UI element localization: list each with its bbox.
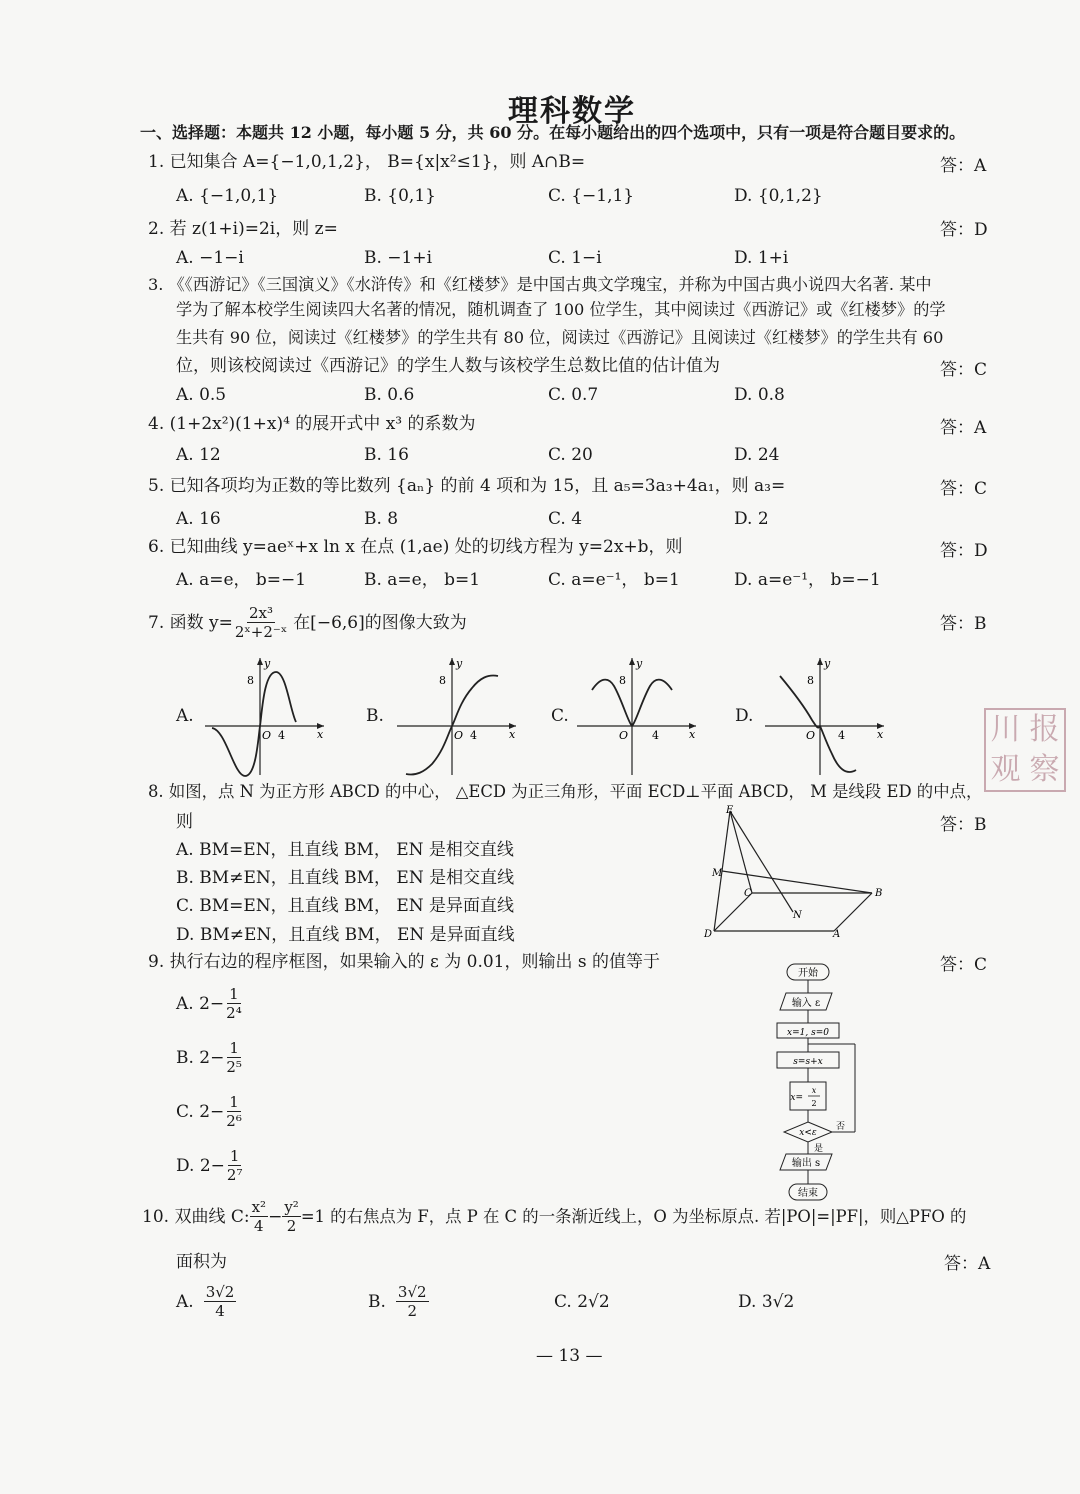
- option-b: B. {0,1}: [364, 186, 436, 206]
- x-axis-label: x: [509, 728, 516, 741]
- fraction: [224, 1039, 244, 1076]
- option-c-label: C.: [551, 706, 569, 726]
- fraction: [225, 1147, 245, 1184]
- question-stem: 8. 如图，点 N 为正方形 ABCD 的中心， △ECD 为正三角形，平面 ECD⊥平面 ABCD， M 是线段 ED 的中点，: [148, 782, 983, 801]
- answer-label: 答：A: [940, 418, 987, 438]
- stamp-char: 观: [990, 752, 1021, 787]
- fraction-denominator: 2: [286, 1217, 297, 1235]
- answer-label: 答：A: [940, 156, 987, 176]
- flowchart: [760, 960, 870, 1205]
- answer-label: 答：D: [940, 541, 988, 561]
- question-stem-line: 3. 《《西游记》《三国演义》《水浒传》和《红楼梦》是中国古典文学瑰宝，并称为中国古典小说四大名著. 某中: [148, 275, 932, 294]
- option-c: C. 2√2: [554, 1292, 610, 1312]
- option-d: D. BM≠EN，且直线 BM， EN 是异面直线: [176, 925, 515, 945]
- tick-label-4: 4: [652, 729, 659, 742]
- fraction: [204, 1283, 237, 1320]
- option-prefix: B.: [368, 1291, 386, 1312]
- option-prefix: A.: [176, 1291, 194, 1312]
- watermark-stamp: [984, 708, 1066, 792]
- x-axis-label: x: [317, 728, 324, 741]
- tick-label-4: 4: [470, 729, 477, 742]
- answer-label: 答：D: [940, 220, 988, 240]
- option-b-label: B.: [366, 706, 384, 726]
- option-d: D. 24: [734, 445, 780, 465]
- label-n: N: [793, 910, 802, 921]
- question-stem: 9. 执行右边的程序框图，如果输入的 ε 为 0.01，则输出 s 的值等于: [148, 952, 661, 972]
- option-a: A. 0.5: [176, 385, 227, 405]
- flow-half-num: x: [811, 1086, 817, 1095]
- option-b: B. a=e， b=1: [364, 570, 481, 590]
- graph-option-d: [760, 650, 890, 780]
- answer-label: 答：C: [940, 955, 988, 975]
- fraction-numerator: 1: [229, 985, 239, 1003]
- fraction: [233, 604, 289, 641]
- tick-label-8: 8: [247, 674, 254, 687]
- flow-condition: x<ε: [799, 1128, 817, 1138]
- answer-label: 答：C: [940, 479, 988, 499]
- question-stem: 1. 已知集合 A={−1,0,1,2}， B={x|x²≤1}，则 A∩B=: [148, 152, 586, 172]
- page-number: — 13 —: [536, 1346, 603, 1366]
- question-stem: 2. 若 z(1+i)=2i，则 z=: [148, 219, 338, 239]
- answer-label: 答：C: [940, 360, 988, 380]
- question-stem-cont: 则: [176, 812, 193, 832]
- flow-init: x=1, s=0: [787, 1028, 829, 1038]
- option-d: D. a=e⁻¹， b=−1: [734, 570, 881, 590]
- x-axis-label: x: [877, 728, 884, 741]
- x-axis-label: x: [689, 728, 696, 741]
- tick-label-8: 8: [619, 674, 626, 687]
- section-heading: 一、选择题：本题共 12 小题，每小题 5 分，共 60 分。在每小题给出的四个选项中，只有一项是符合题目要求的。: [140, 123, 966, 142]
- question-stem: [148, 604, 467, 641]
- question-stem-line: 生共有 90 位，阅读过《红楼梦》的学生共有 80 位，阅读过《西游记》且阅读过《红楼梦》的学生共有 60: [176, 328, 944, 347]
- label-d: D: [704, 929, 713, 940]
- option-b: B. BM≠EN，且直线 BM， EN 是相交直线: [176, 868, 515, 888]
- stem-prefix: 7. 函数 y=: [148, 612, 233, 633]
- fraction-denominator: 2⁷: [226, 1166, 243, 1184]
- answer-label: 答：B: [940, 815, 987, 835]
- option-b: [176, 1039, 244, 1076]
- tick-label-4: 4: [278, 729, 285, 742]
- option-prefix: B. 2−: [176, 1047, 225, 1068]
- flow-update: s=s+x: [793, 1057, 823, 1067]
- stem-prefix: 10. 双曲线 C:: [142, 1206, 250, 1227]
- option-a: A. BM=EN，且直线 BM， EN 是相交直线: [176, 840, 514, 860]
- question-stem: 4. (1+2x²)(1+x)⁴ 的展开式中 x³ 的系数为: [148, 414, 476, 434]
- label-c: C: [744, 888, 752, 899]
- option-c: C. 4: [548, 509, 583, 529]
- fraction-denominator: 2⁵: [226, 1058, 242, 1076]
- option-c: [176, 1093, 244, 1130]
- fraction-numerator: 1: [229, 1147, 240, 1165]
- option-d: [176, 1147, 244, 1184]
- fraction: [250, 1198, 268, 1235]
- origin-label: O: [619, 729, 629, 742]
- question-stem-cont: 面积为: [176, 1252, 227, 1272]
- graph-option-b: [392, 650, 522, 780]
- answer-label: 答：A: [944, 1254, 991, 1274]
- tick-label-8: 8: [439, 674, 446, 687]
- option-c: C. 20: [548, 445, 593, 465]
- label-b: B: [875, 888, 883, 899]
- origin-label: O: [262, 729, 272, 742]
- fraction-numerator: 1: [229, 1039, 239, 1057]
- fraction: [224, 985, 244, 1022]
- label-e: E: [726, 805, 734, 816]
- option-a: A. 12: [176, 445, 221, 465]
- graph-option-c: [572, 650, 702, 780]
- geometry-figure: [700, 805, 900, 940]
- option-prefix: D. 2−: [176, 1155, 225, 1176]
- option-a: A. {−1,0,1}: [176, 186, 279, 206]
- option-d: D. 2: [734, 509, 769, 529]
- stamp-char: 察: [1029, 752, 1060, 787]
- fraction-numerator: y²: [284, 1198, 299, 1216]
- y-axis-label: y: [636, 657, 643, 670]
- flow-end: 结束: [798, 1188, 818, 1199]
- fraction: [396, 1283, 429, 1320]
- flow-no: 否: [836, 1122, 846, 1132]
- option-a: A. 16: [176, 509, 221, 529]
- page-title: 理科数学: [508, 94, 636, 129]
- origin-label: O: [454, 729, 464, 742]
- y-axis-label: y: [264, 657, 271, 670]
- graph-option-a: [200, 650, 330, 780]
- option-b: [368, 1283, 429, 1320]
- tick-label-4: 4: [838, 729, 845, 742]
- fraction-numerator: 2x³: [249, 604, 274, 622]
- stamp-char: 川: [990, 712, 1021, 747]
- fraction: [224, 1093, 244, 1130]
- option-b: B. 16: [364, 445, 409, 465]
- fraction-denominator: 2ˣ+2⁻ˣ: [234, 623, 288, 641]
- fraction-denominator: 2⁶: [226, 1112, 242, 1130]
- option-b: B. 8: [364, 509, 399, 529]
- option-c: C. {−1,1}: [548, 186, 635, 206]
- fraction-numerator: 1: [229, 1093, 239, 1111]
- option-prefix: A. 2−: [176, 993, 225, 1014]
- option-a: A. a=e， b=−1: [176, 570, 307, 590]
- fraction-denominator: 2: [407, 1302, 417, 1320]
- fraction-denominator: 4: [254, 1217, 264, 1235]
- option-c: C. a=e⁻¹， b=1: [548, 570, 680, 590]
- question-stem-line: 学为了解本校学生阅读四大名著的情况，随机调查了 100 位学生，其中阅读过《西游记》或《红楼梦》的学: [176, 300, 946, 319]
- fraction-numerator: 3√2: [397, 1283, 427, 1301]
- option-d: D. 0.8: [734, 385, 785, 405]
- option-a: [176, 1283, 236, 1320]
- origin-label: O: [806, 729, 816, 742]
- fraction: [282, 1198, 301, 1235]
- option-c: C. 1−i: [548, 248, 602, 268]
- stamp-char: 报: [1029, 712, 1060, 747]
- flow-output: 输出 s: [791, 1158, 821, 1169]
- fraction-denominator: 4: [215, 1302, 225, 1320]
- fraction-numerator: 3√2: [205, 1283, 235, 1301]
- flow-yes: 是: [814, 1144, 824, 1154]
- option-a: A. −1−i: [176, 248, 244, 268]
- option-c: C. 0.7: [548, 385, 599, 405]
- option-d-label: D.: [735, 706, 754, 726]
- minus-sign: −: [268, 1206, 283, 1227]
- flow-input: 输入 ε: [791, 998, 821, 1009]
- label-a: A: [833, 929, 841, 940]
- label-m: M: [712, 868, 723, 879]
- stem-suffix: 在[−6,6]的图像大致为: [293, 612, 467, 633]
- option-d: D. 3√2: [738, 1292, 795, 1312]
- option-d: D. 1+i: [734, 248, 789, 268]
- flow-start: 开始: [798, 968, 818, 979]
- option-c: C. BM=EN，且直线 BM， EN 是异面直线: [176, 896, 515, 916]
- question-stem: 5. 已知各项均为正数的等比数列 {aₙ} 的前 4 项和为 15，且 a₅=3a₃+4a₁，则 a₃=: [148, 476, 786, 496]
- y-axis-label: y: [824, 657, 831, 670]
- y-axis-label: y: [456, 657, 463, 670]
- fraction-denominator: 2⁴: [226, 1004, 242, 1022]
- option-a: [176, 985, 244, 1022]
- option-b: B. −1+i: [364, 248, 433, 268]
- option-d: D. {0,1,2}: [734, 186, 823, 206]
- option-b: B. 0.6: [364, 385, 415, 405]
- question-stem-line: 位，则该校阅读过《西游记》的学生人数与该校学生总数比值的估计值为: [176, 356, 720, 376]
- stem-suffix: =1 的右焦点为 F，点 P 在 C 的一条渐近线上，O 为坐标原点. 若|PO|=|PF|，则△PFO 的: [300, 1206, 967, 1226]
- tick-label-8: 8: [807, 674, 814, 687]
- option-prefix: C. 2−: [176, 1101, 225, 1122]
- flow-half-den: 2: [811, 1099, 817, 1108]
- fraction-numerator: x²: [251, 1198, 267, 1216]
- flow-half-lhs: x=: [790, 1093, 803, 1103]
- question-stem: 6. 已知曲线 y=aeˣ+x ln x 在点 (1,ae) 处的切线方程为 y=2x+b，则: [148, 537, 683, 557]
- option-a-label: A.: [176, 706, 194, 726]
- answer-label: 答：B: [940, 614, 987, 634]
- question-stem: [142, 1198, 966, 1235]
